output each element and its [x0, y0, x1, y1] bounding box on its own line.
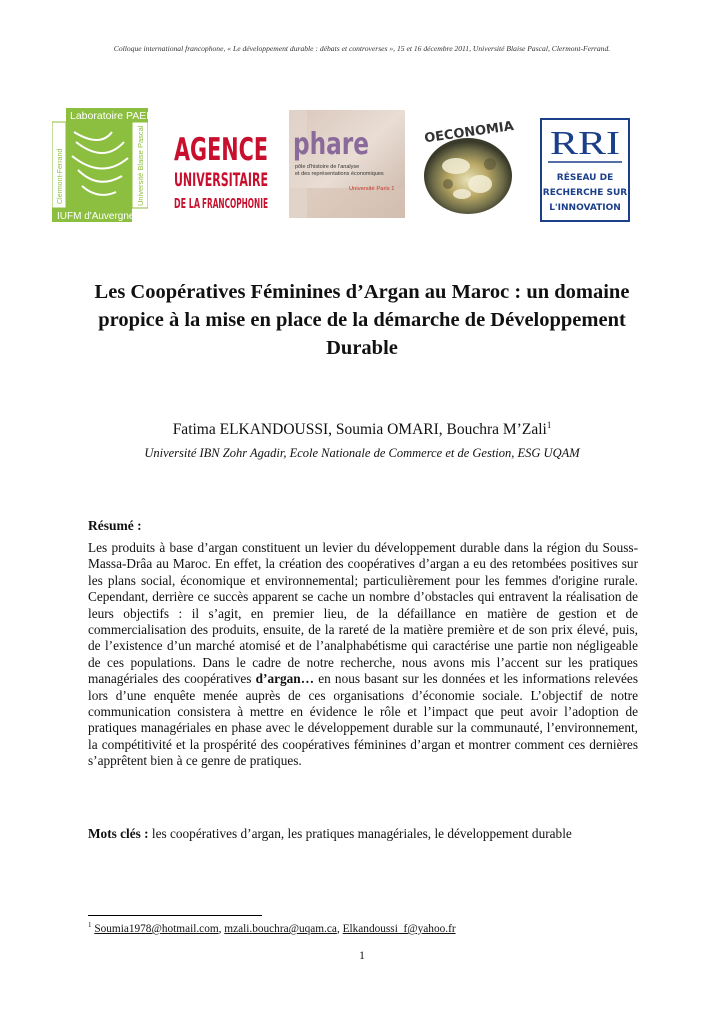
author-line: [0, 420, 724, 439]
paedi-side-left: Clermont-Ferrand: [57, 148, 64, 204]
email-link-3[interactable]: Elkandoussi_f@yahoo.fr: [342, 922, 456, 935]
paper-title: Les Coopératives Féminines d’Argan au Maroc : un domaine propice à la mise en place de la démarche de Développement Durable: [94, 281, 630, 359]
oeconomia-logo: [410, 114, 530, 218]
affiliation: Université IBN Zohr Agadir, Ecole Nationale de Commerce et de Gestion, ESG UQAM: [144, 446, 580, 460]
keywords-label: Mots clés :: [88, 826, 149, 841]
email-link-2[interactable]: mzali.bouchra@uqam.ca: [224, 922, 337, 935]
rri-line2: RECHERCHE SUR: [542, 188, 628, 198]
footnote-separator: ,: [336, 922, 343, 935]
auf-line2: UNIVERSITAIRE: [174, 169, 268, 191]
auf-line1: AGENCE: [174, 132, 268, 168]
paedi-top-label: Laboratoire PAE: [70, 110, 147, 122]
authors: Fatima ELKANDOUSSI, Soumia OMARI, Bouchra M’Zali: [172, 421, 547, 439]
abstract-body: [88, 540, 638, 770]
page-number: 1: [359, 950, 365, 962]
footnote-mark: 1: [88, 921, 92, 929]
abstract-part-2: en nous basant sur les données et les informations relevées lors d’une enquête menée auprès de ces organisations d’économie sociale. L’objectif de notre communication consistera à mettre en évidence le rôle et l’impact que peut avoir l’adoption de pratiques managériales en phase avec le développement durable sur la communauté, l’environnement, la compétitivité et la prospérité des coopératives féminines d’argan et montrer comment ces dernières s’apprêtent bien à ce genre de pratiques.: [88, 671, 638, 769]
rri-name: RRI: [550, 125, 620, 162]
phare-desc2: et des représentations économiques: [295, 171, 384, 177]
abstract-bold-term: d’argan…: [255, 671, 314, 687]
paedi-side-right: Université Blaise Pascal: [136, 125, 145, 206]
rri-line1: RÉSEAU DE: [556, 173, 614, 183]
keywords: [88, 826, 648, 842]
phare-name: phare: [293, 127, 369, 162]
abstract-heading: Résumé :: [88, 518, 142, 533]
abstract-part-1: Les produits à base d’argan constituent un levier du développement durable dans la région du Souss-Massa-Drâa au Maroc. En effet, la création des coopératives d’argan a eu des retombées positives sur les plans social, économique et environnemental; particulièrement pour les femmes d'origine rurale. Cependant, derrière ce succès apparent se cache un nombre d’obstacles qui entravent la réalisation de leurs objectifs : il s’agit, en premier lieu, de la défaillance en matière de gestion et de commercialisation des produits, ensuite, de la rareté de la matière première et de son prix élevé, puis, de l’existence d’un marché atomisé et de l’analphabétisme qui caractérise une partie non négligeable de ces populations. Dans le cadre de notre recherche, nous avons mis l’accent sur les pratiques managériales des coopératives: [88, 540, 638, 687]
logo-row: [0, 106, 724, 226]
auf-line3b: FRANCOPHONIE: [202, 197, 268, 212]
oeconomia-name: OECONOMIA: [423, 118, 515, 147]
footnote: [88, 921, 456, 935]
footnote-separator: ,: [218, 922, 225, 935]
email-link-1[interactable]: Soumia1978@hotmail.com: [94, 922, 219, 935]
auf-logo: [172, 124, 272, 216]
auf-line3a: DE LA: [174, 197, 200, 212]
author-footnote-mark: 1: [546, 420, 552, 430]
paedi-bottom-label: IUFM d'Auvergne: [57, 211, 135, 222]
phare-logo: [289, 110, 405, 218]
rri-logo: [540, 118, 630, 222]
conference-header: Colloque international francophone, « Le développement durable : débats et controverses », 15 et 16 décembre 2011, Université Blaise Pascal, Clermont-Ferrand.: [113, 44, 611, 53]
phare-desc1: pôle d'histoire de l'analyse: [295, 164, 360, 170]
globe-illustration: [424, 138, 512, 214]
phare-univ: Université Paris 1: [349, 186, 395, 192]
rri-line3: L'INNOVATION: [549, 203, 621, 213]
keywords-list: les coopératives d’argan, les pratiques managériales, le développement durable: [148, 826, 572, 841]
footnote-divider: [88, 915, 262, 916]
paedi-logo: [52, 108, 148, 222]
